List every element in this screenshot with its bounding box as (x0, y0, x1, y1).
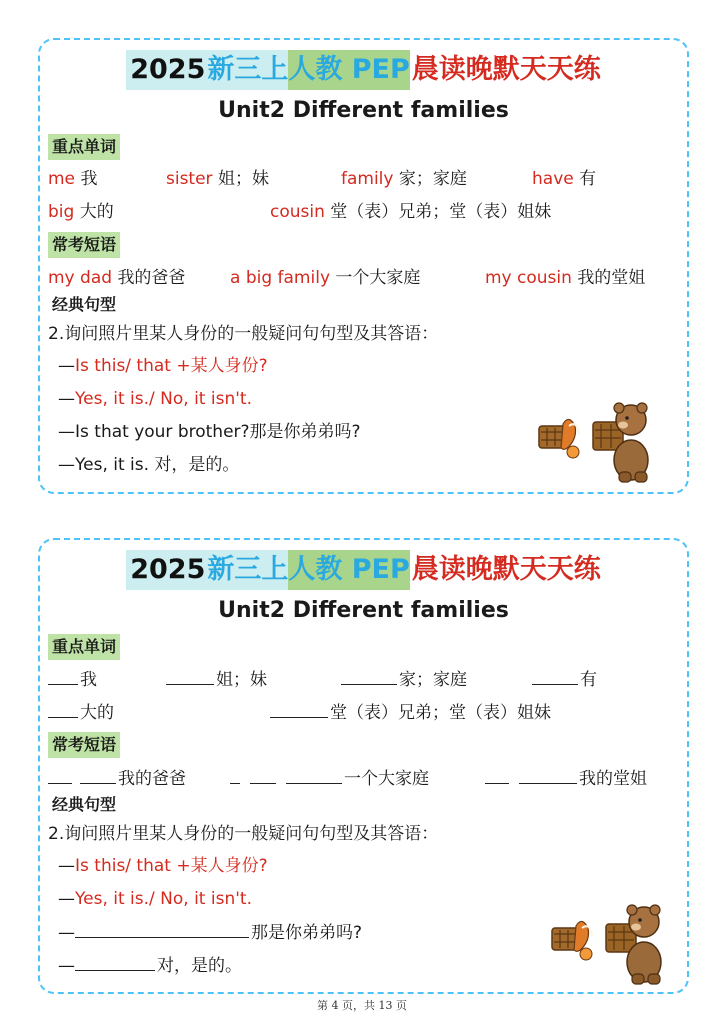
title-practice: 晨读晚默天天练 (411, 54, 601, 85)
word-row (48, 666, 678, 692)
unit-title: Unit2 Different families (218, 98, 509, 123)
sentence-line: —Is that your brother?那是你弟弟吗? (58, 422, 361, 442)
word-item: 家；家庭 (341, 666, 467, 693)
phrase-item: my cousin 我的堂姐 (485, 268, 646, 288)
answer-blank[interactable] (532, 666, 578, 685)
word-item: 姐；妹 (166, 666, 267, 693)
section-phrases: 常考短语 (48, 232, 120, 258)
section-key-words: 重点单词 (48, 134, 120, 160)
word-item: me 我 (48, 169, 98, 189)
title-year: 2025 (126, 50, 207, 90)
title-grade: 新三上 (207, 550, 288, 590)
phrase-row (48, 765, 678, 791)
word-row (48, 166, 678, 192)
section-sentences: 经典句型 (52, 795, 117, 814)
answer-blank[interactable] (48, 765, 72, 784)
answer-blank[interactable] (48, 666, 78, 685)
dictation-card (38, 538, 689, 994)
phrase-item: 一个大家庭 (230, 765, 429, 792)
word-item: 堂（表）兄弟；堂（表）姐妹 (270, 699, 551, 726)
title-grade: 新三上 (207, 50, 288, 90)
answer-blank[interactable] (250, 765, 276, 784)
answer-blank[interactable] (75, 919, 249, 938)
word-row (48, 699, 678, 725)
unit-title: Unit2 Different families (218, 598, 509, 623)
bear-squirrel-illustration (548, 904, 666, 986)
word-row (48, 199, 678, 225)
title-edition: 人教 PEP (288, 550, 409, 590)
word-item: big 大的 (48, 202, 114, 222)
phrase-row (48, 265, 678, 291)
phrase-item: a big family 一个大家庭 (230, 268, 421, 288)
answer-blank[interactable] (75, 952, 155, 971)
card-title (40, 550, 687, 590)
title-year: 2025 (126, 550, 207, 590)
sentence-line: — 对，是的。 (58, 952, 242, 978)
sentence-line: —Yes, it is. 对，是的。 (58, 455, 240, 475)
answer-blank[interactable] (286, 765, 342, 784)
phrase-item: 我的堂姐 (485, 765, 647, 792)
answer-blank[interactable] (166, 666, 214, 685)
word-item: sister 姐；妹 (166, 169, 269, 189)
phrase-item: my dad 我的爸爸 (48, 268, 186, 288)
card-title (40, 50, 687, 90)
page-footer: 第 4 页，共 13 页 (317, 999, 407, 1012)
answer-blank[interactable] (485, 765, 509, 784)
title-edition: 人教 PEP (288, 50, 409, 90)
sentence-line: —Yes, it is./ No, it isn't. (58, 389, 252, 409)
answer-blank[interactable] (270, 699, 328, 718)
pattern-heading: 2.询问照片里某人身份的一般疑问句句型及其答语： (48, 824, 439, 844)
pattern-heading: 2.询问照片里某人身份的一般疑问句句型及其答语： (48, 324, 439, 344)
section-phrases: 常考短语 (48, 732, 120, 758)
answer-blank[interactable] (230, 765, 240, 784)
sentence-line: —Is this/ that +某人身份? (58, 356, 268, 376)
answer-blank[interactable] (48, 699, 78, 718)
answer-blank[interactable] (519, 765, 577, 784)
sentence-line: —Is this/ that +某人身份? (58, 856, 268, 876)
word-item: cousin 堂（表）兄弟；堂（表）姐妹 (270, 202, 552, 222)
title-practice: 晨读晚默天天练 (411, 554, 601, 585)
word-item: family 家；家庭 (341, 169, 467, 189)
word-item: 有 (532, 666, 597, 693)
section-key-words: 重点单词 (48, 634, 120, 660)
word-item: 我 (48, 666, 97, 693)
bear-squirrel-illustration (535, 402, 653, 484)
word-item: 大的 (48, 699, 114, 726)
answer-blank[interactable] (80, 765, 116, 784)
word-item: have 有 (532, 169, 597, 189)
sentence-line: — 那是你弟弟吗? (58, 919, 362, 945)
answer-blank[interactable] (341, 666, 397, 685)
section-sentences: 经典句型 (52, 295, 117, 314)
reading-card (38, 38, 689, 494)
phrase-item: 我的爸爸 (48, 765, 186, 792)
sentence-line: —Yes, it is./ No, it isn't. (58, 889, 252, 909)
